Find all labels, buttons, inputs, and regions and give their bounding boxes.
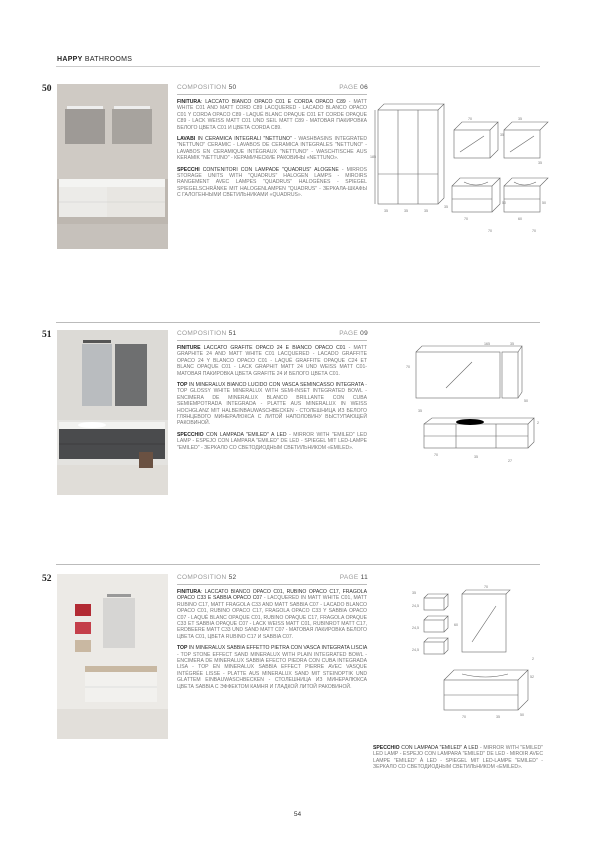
paragraph-translations: - MIRROR WITH "EMILED" LED LAMP - ESPEJO CON LAMPARA "EMILED" DE LED - SPIEGEL MIT LED-LAMPE "EMILED" - ЗЕРКАЛО СО СВЕТОДИОДНЫМ СВЕТИЛЬНИКОМ «EMILED».	[177, 431, 368, 451]
paragraph-keyword: SPECCHIO	[177, 431, 204, 438]
dimension-label: 35	[538, 161, 542, 165]
description-paragraph	[177, 589, 367, 640]
description-paragraph	[177, 345, 367, 377]
dimension-label: 35	[496, 715, 500, 719]
dimension-label: 35	[424, 209, 428, 213]
dimension-label: 35	[518, 117, 522, 121]
composition-label	[177, 84, 236, 91]
paragraph-translations: - MATT GRAPHITE 24 AND MATT WHITE C01 LACQUERED - LACADO GRAFFITE OPACO 24 Y BLANCO OPACO C01 - LAQUÉ GRAFFITE OPAQUE C24 ET BLANC OPAQUE C01 - LACK GRAPHIT MATT 24 UND WEISS MATT C01- МАТОВАЯ ПАКИРОВКА ЦВЕТА GRAFITE 24 И БЕЛОГО ЦВЕТА C01.	[177, 345, 367, 377]
description-paragraph	[177, 99, 367, 131]
paragraph-translations: - MIRROS STORAGE UNITS WITH "QUADRUS" HALOGEN LAMPS - MIROIRS RANGEMENT AVEC LAMPES "QUADRUS" HALOGÈNES - SPIEGEL SPIEGELSCHRÄNKE MIT HALOGENLAMPEN "QUADRUS" - ЗЕРКАЛА-ШКАФЫ С ГАЛОГЕННЫМИ СВЕТИЛЬНИКАМИ «QUADRUS».	[177, 166, 367, 199]
page-reference-label: PAGE	[339, 84, 359, 91]
composition-number: 51	[42, 330, 52, 340]
paragraph-keyword: SPECCHI	[177, 166, 200, 173]
composition-rule	[177, 340, 367, 341]
product-photo	[57, 574, 168, 739]
description-paragraph	[177, 645, 367, 690]
description-block	[177, 589, 367, 690]
paragraph-lead: IN MINERALUX BIANCO LUCIDO CON VASCA SEMINCASSO INTEGRATA	[187, 382, 364, 389]
composition-label-text: COMPOSITION	[177, 574, 227, 581]
paragraph-translations: - TOP STONE EFFECT SAND MINERALUX WITH PLAIN INTEGRATED BOWL - ENCIMERA DE MINERALUX SABBIA EFECTO PIEDRA CON CUBA INTEGRADA LISA - TOP EN MINERALUX SABBIA EFFECT PIERRE AVEC VASQUE INTÉGRÉE LISSE - PLATTE AUS MINERALUX SAND MIT STEINOPTIK UND GLATTEM EINBAUWASCHBECKEN - СТОЛЕШНИЦА ИЗ МИНЕРАЛЮКСА ЦВЕТА SABBIA С ЭФФЕКТОМ КАМНЯ И ГЛАДКОЙ ЛИТОЙ РАКОВИНОЙ.	[177, 651, 367, 690]
page-header	[57, 56, 132, 63]
dimension-label: 50	[542, 201, 546, 205]
composition-number: 52	[42, 574, 52, 584]
brand-name: HAPPY	[57, 56, 83, 63]
dimension-label: 70	[532, 229, 536, 233]
dimension-label: 185	[370, 155, 376, 159]
paragraph-keyword: FINITURA	[177, 589, 201, 595]
dimension-label: 70	[406, 365, 410, 369]
page-reference-number: 06	[360, 84, 368, 91]
section-divider	[56, 322, 540, 323]
section-name: BATHROOMS	[84, 56, 133, 63]
composition-label	[177, 574, 236, 581]
page-reference	[300, 330, 368, 337]
page-reference-label: PAGE	[339, 574, 359, 581]
dimension-label: 70	[468, 117, 472, 121]
composition-label-number: 50	[228, 84, 237, 91]
page-reference	[300, 574, 368, 581]
paragraph-lead: CONTENITORI CON LAMPADE "QUADRUS" ALOGENE	[199, 166, 339, 173]
paragraph-lead: IN MINERALUX SABBIA EFFETTO PIETRA CON VASCA INTEGRATA LISCIA	[187, 645, 367, 652]
paragraph-lead: CON LAMPADA "EMILED" A LED	[203, 431, 287, 438]
dimension-label: 60	[518, 217, 522, 221]
technical-drawing	[400, 582, 540, 732]
product-photo	[57, 330, 168, 495]
paragraph-keyword: FINITURE	[177, 345, 201, 351]
dimension-label: 2	[537, 421, 539, 425]
composition-rule	[177, 94, 367, 95]
description-paragraph	[177, 432, 367, 451]
description-paragraph	[177, 167, 367, 199]
dimension-label: 165	[484, 342, 490, 346]
composition-label-number: 52	[228, 574, 237, 581]
description-block	[177, 99, 367, 199]
page-reference-number: 11	[360, 574, 368, 581]
paragraph-keyword: TOP	[177, 382, 188, 389]
composition-label-text: COMPOSITION	[177, 330, 227, 337]
paragraph-translations: - TOP GLOSSY WHITE MINERALUX WITH SEMI-INSET INTEGRATED BOWL - ENCIMERA DE MINERALUX BLANCO BRILLANTE CON CUBA SEMIEMPOTRADA INTEGRADA - PLATTE AUS MINERALUX IN WEISS HOCHGLANZ MIT HALBEINBAUWASCHBECKEN - СТОЛЕШНИЦА ИЗ БЕЛОГО ГЛЯНЦЕВОГО MИНЕРАЛЮКСА С ЛИТОЙ НАПОЛОВИНУ ВЫСТУПАЮЩЕЙ РАКОВИНОЙ.	[177, 382, 367, 427]
dimension-label: 70	[434, 453, 438, 457]
dimension-label: 24,5	[412, 626, 419, 630]
dimension-label: 27	[508, 459, 512, 463]
composition-number: 50	[42, 84, 52, 94]
paragraph-keyword: LAVABI	[177, 136, 196, 143]
paragraph-keyword: FINITURA	[177, 99, 201, 105]
dimension-label: 35	[474, 455, 478, 459]
paragraph-lead: LACCATO GRAFITE OPACO 24 E BIANCO OPACO C01	[200, 345, 346, 351]
paragraph-lead: : LACCATO BIANCO OPACO C01, RUBINO OPACO C17, FRAGOLA OPACO C33 E SABBIA OPACO C07	[177, 589, 367, 602]
header-divider	[56, 66, 540, 67]
paragraph-translations: - WASHBASINS INTEGRATED "NETTUNO" CERAMIC - LAVABOS DE CERAMICA INTEGRALES "NETTUNO" - LAVABOS EN CERAMIQUE INTÉGRAUX "NETTUNO" - WASCHTISCHE AUS KERAMIK "NETTUNO" - КЕРАМИЧЕСКИЕ РАКОВИНЫ «NETTUNO».	[177, 136, 368, 162]
dimension-label: 35	[510, 342, 514, 346]
dimension-label: 24,5	[412, 648, 419, 652]
description-paragraph	[177, 136, 367, 162]
paragraph-lead: CON LAMPADA "EMILED" A LED	[399, 745, 479, 751]
dimension-label: 70	[488, 229, 492, 233]
dimension-label: 35	[404, 209, 408, 213]
composition-label-number: 51	[228, 330, 237, 337]
section-divider	[56, 564, 540, 565]
dimension-label: 70	[464, 217, 468, 221]
paragraph-keyword: TOP	[177, 645, 188, 652]
dimension-label: 35	[384, 209, 388, 213]
description-paragraph	[177, 382, 367, 427]
description-paragraph	[373, 745, 543, 771]
composition-label-text: COMPOSITION	[177, 84, 227, 91]
paragraph-translations: - LACQUERED IN MATT WHITE C01, MATT RUBINO C17, MATT FRAGOLA C33 AND MATT SABBIA C07 - LACADO BLANCO OPACO C01, RUBINO OPACO C17, FRAGOLA OPACO C33 Y SABBIA OPACO C07 - LAQUÉ BLANC OPAQUE C01, RUBINO OPAQUE C17, FRAGOLA OPAQUE C33 ET SABBIA OPAQUE C07 - LACK WEISS MATT C01, RUBINROT MATT C17, ERDBEERE MATT C33 UND SAND MATT C07 - МАТОВАЯ ЛАКИРОВКА БЕЛОГО ЦВЕТА C01, ЦВЕТА RUBINO C17 И SABBIA C07.	[177, 595, 368, 640]
dimension-label: 60	[454, 623, 458, 627]
technical-drawing	[406, 338, 545, 478]
page-reference-number: 09	[360, 330, 368, 337]
description-block	[177, 345, 367, 451]
page-number: 54	[293, 811, 302, 818]
page-reference	[300, 84, 368, 91]
paragraph-translations: - MIRROR WITH "EMILED" LED LAMP - ESPEJO CON LAMPARA "EMILED" DE LED - MIROIR AVEC LAMPE "EMILED" À LED - SPIEGEL MIT LED-LAMPE "EMILED" - ЗЕРКАЛО СО СВЕТОДИОДНЫМ СВЕТИЛЬНИКОМ «EMILED».	[373, 745, 544, 771]
dimension-label: 35	[444, 205, 448, 209]
paragraph-lead: IN CERAMICA INTEGRALI "NETTUNO"	[195, 136, 292, 143]
paragraph-translations: - MATT WHITE C01 AND MATT CORD C89 LACQUERED - LACADO BLANCO OPACO C01 Y CORDA OPACO C89 - LAQUÉ BLANC OPAQUE C01 ET CORDE OPAQUE C89 - LACK WEISS MATT C01 UND SEIL MATT C89 - МАТОВАЯ ПАКИРОВКА БЕЛОГО ЦВЕТА C01 И ЦВЕТА CORDA C89.	[177, 99, 367, 131]
dimension-label: 70	[484, 585, 488, 589]
dimension-label: 35	[418, 409, 422, 413]
technical-drawing	[372, 92, 548, 242]
paragraph-keyword: SPECCHIO	[373, 745, 400, 751]
dimension-label: 24,5	[412, 604, 419, 608]
dimension-label: 50	[502, 201, 506, 205]
dimension-label: 70	[462, 715, 466, 719]
paragraph-lead: : LACCATO BIANCO OPACO C01 E CORDA OPACO C89	[200, 99, 346, 105]
composition-label	[177, 330, 236, 337]
dimension-label: 35	[412, 591, 416, 595]
dimension-label: 50	[524, 399, 528, 403]
dimension-label: 2	[532, 657, 534, 661]
composition-rule	[177, 584, 367, 585]
dimension-label: 35	[500, 133, 504, 137]
dimension-label: 50	[520, 713, 524, 717]
page-reference-label: PAGE	[339, 330, 359, 337]
mirror-description	[373, 745, 543, 771]
dimension-label: 52	[530, 675, 534, 679]
product-photo	[57, 84, 168, 249]
